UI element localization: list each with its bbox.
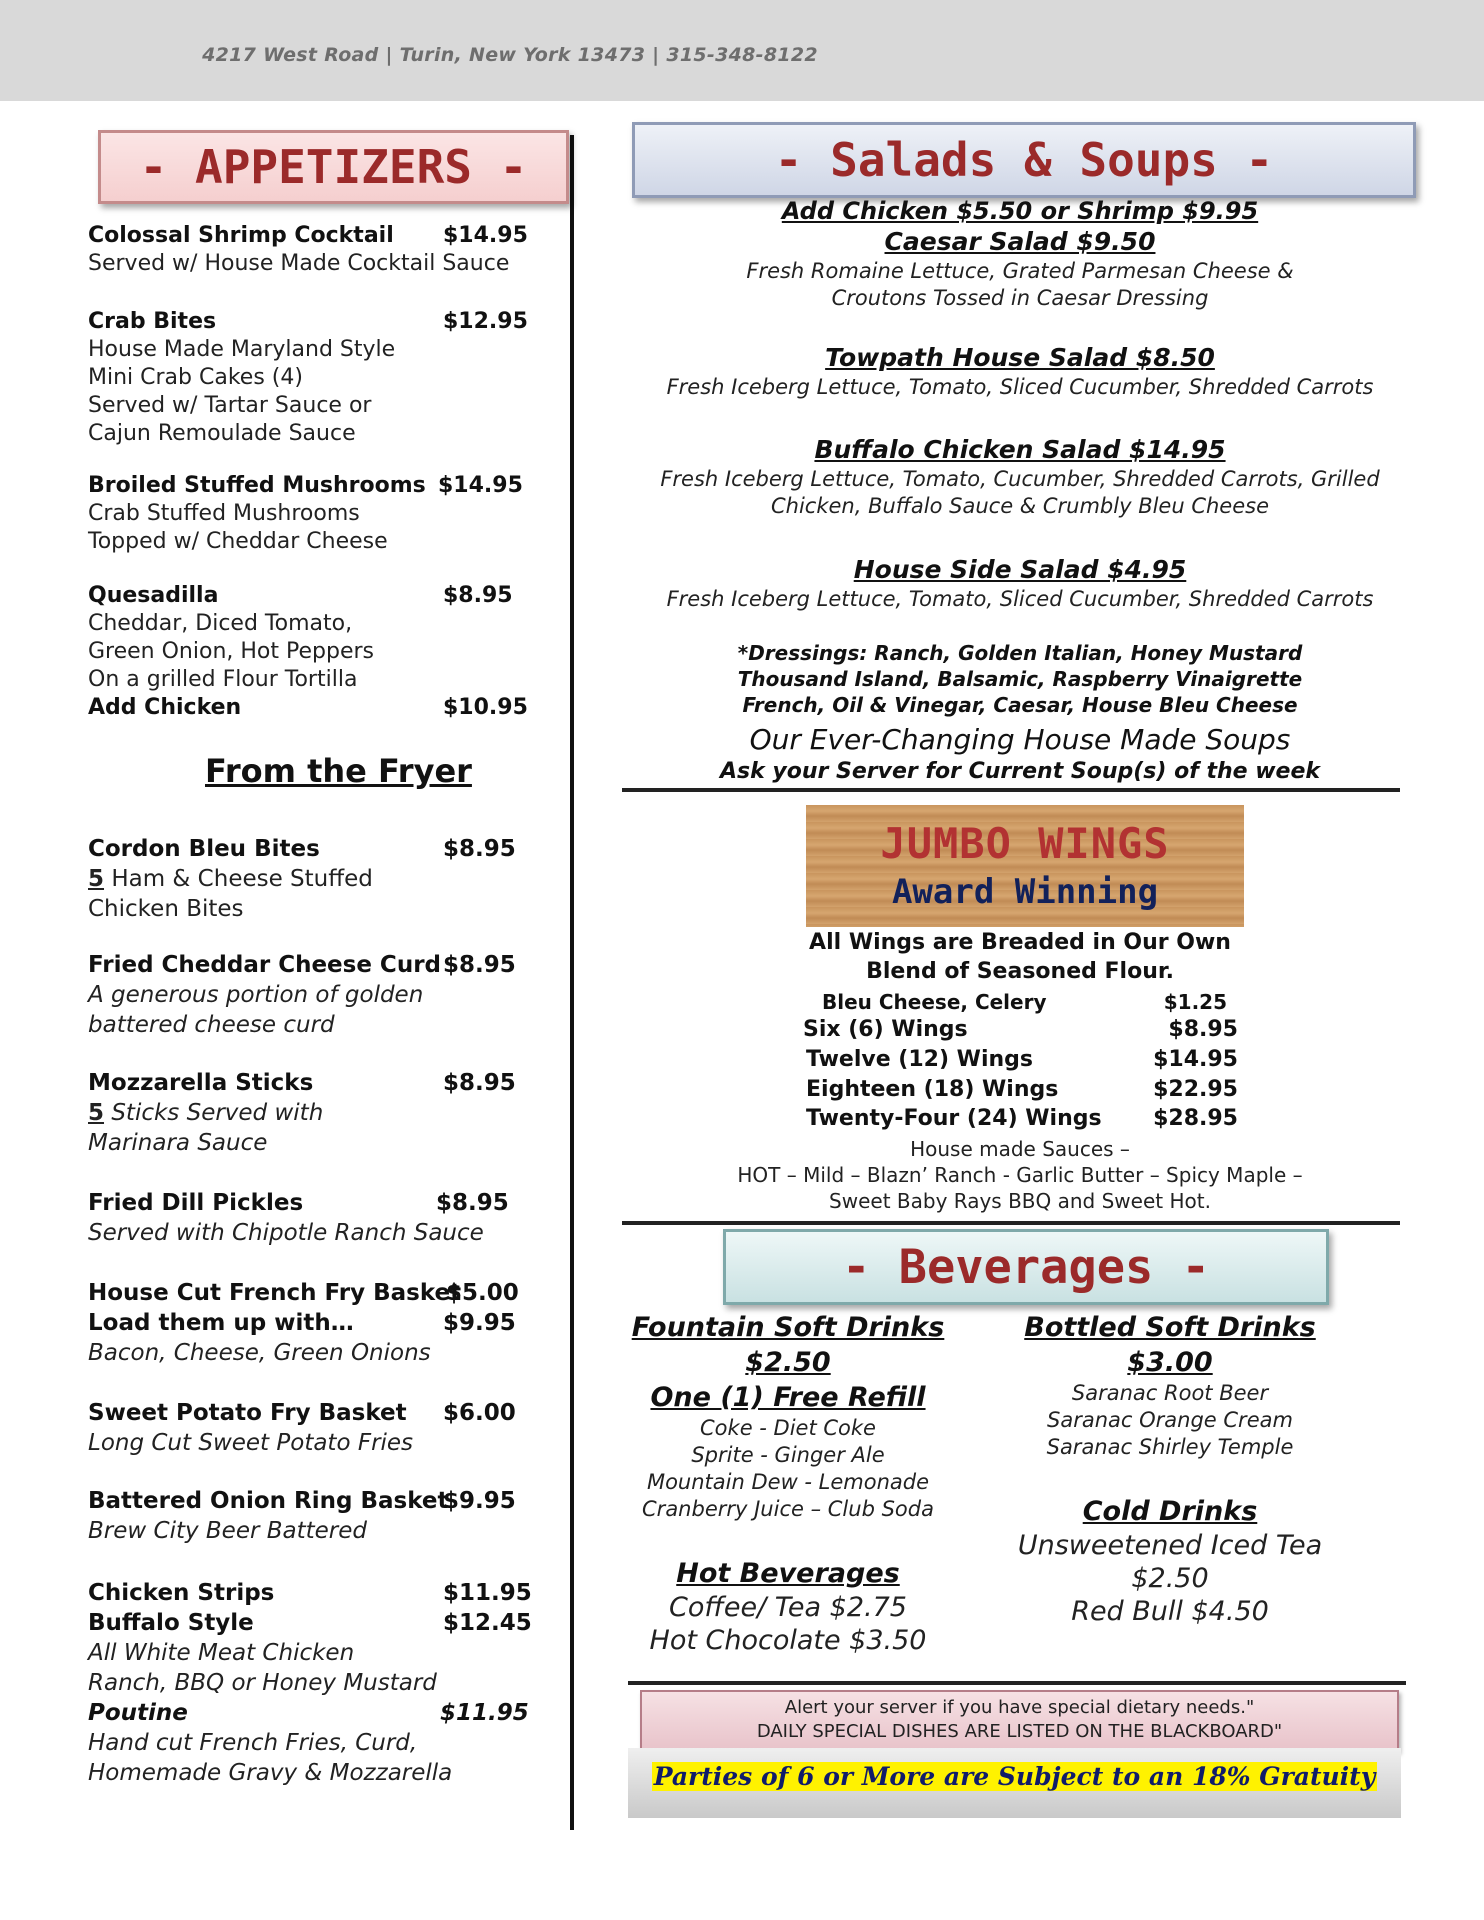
alert-line: Alert your server if you have special dietary needs." <box>784 1697 1255 1718</box>
salad-desc: Fresh Iceberg Lettuce, Tomato, Sliced Cucumber, Shredded Carrots <box>666 587 1374 611</box>
item-price: $8.95 <box>443 952 516 978</box>
menu-item <box>88 1068 528 1158</box>
item-desc: Chicken Bites <box>88 896 244 922</box>
menu-item <box>88 1398 528 1458</box>
item-desc: Bacon, Cheese, Green Onions <box>88 1340 431 1366</box>
salad-name: House Side Salad $4.95 <box>853 555 1187 584</box>
dressings-line: *Dressings: Ranch, Golden Italian, Honey Mustard <box>737 641 1303 665</box>
item-desc: Served w/ House Made Cocktail Sauce <box>88 251 510 276</box>
menu-item <box>88 1486 528 1546</box>
item-name: Broiled Stuffed Mushrooms <box>88 473 426 498</box>
wings-intro-line: All Wings are Breaded in Our Own <box>809 930 1231 955</box>
item-name: Quesadilla <box>88 583 219 608</box>
sauces-line: HOT – Mild – Blazn’ Ranch - Garlic Butter – Spicy Maple – <box>737 1163 1303 1187</box>
wings-label: Twenty-Four (24) Wings <box>806 1106 1102 1131</box>
item-desc: Topped w/ Cheddar Cheese <box>88 529 388 554</box>
cold-item: Red Bull $4.50 <box>1071 1596 1269 1627</box>
item-price: $6.00 <box>443 1400 516 1426</box>
cold-item: Unsweetened Iced Tea <box>1017 1530 1323 1561</box>
item-extra-price: $10.95 <box>443 695 528 720</box>
hot-beverages <box>618 1556 958 1657</box>
wings-row <box>822 990 1227 1014</box>
item-desc <box>88 864 528 894</box>
item-name: Fried Dill Pickles <box>88 1190 304 1216</box>
dressings <box>620 640 1420 718</box>
salads-banner: - Salads & Soups - <box>632 122 1416 198</box>
wings-price: $1.25 <box>1163 990 1227 1014</box>
bottled-item: Saranac Orange Cream <box>1047 1408 1293 1432</box>
wings-label: Bleu Cheese, Celery <box>822 990 1047 1014</box>
item-name: Poutine <box>88 1700 188 1726</box>
item-extra-name: Add Chicken <box>88 695 242 720</box>
hot-item: Coffee/ Tea $2.75 <box>669 1592 907 1623</box>
wings-label: Eighteen (18) Wings <box>806 1077 1059 1102</box>
fountain-item: Cranberry Juice – Club Soda <box>642 1497 934 1521</box>
item-desc: House Made Maryland Style <box>88 337 396 362</box>
item-desc: Green Onion, Hot Peppers <box>88 639 374 664</box>
gratuity-notice: Parties of 6 or More are Subject to an 18% Gratuity <box>653 1762 1376 1791</box>
menu-item <box>88 950 528 1040</box>
bottled-item: Saranac Root Beer <box>1071 1381 1269 1405</box>
cold-title: Cold Drinks <box>1082 1496 1258 1527</box>
salad-name: Buffalo Chicken Salad $14.95 <box>814 435 1226 464</box>
salad-desc: Croutons Tossed in Caesar Dressing <box>831 286 1209 310</box>
salad-desc: Chicken, Buffalo Sauce & Crumbly Bleu Cheese <box>770 494 1270 518</box>
fountain-item: Sprite - Ginger Ale <box>691 1443 885 1467</box>
salad-desc: Fresh Romaine Lettuce, Grated Parmesan Cheese & <box>746 259 1294 283</box>
beverages-banner: - Beverages - <box>723 1229 1329 1305</box>
bottled-title: Bottled Soft Drinks <box>1024 1312 1316 1343</box>
item-price: $11.95 <box>443 1580 532 1606</box>
section-divider <box>628 1681 1406 1685</box>
item-desc: Long Cut Sweet Potato Fries <box>88 1430 414 1456</box>
restaurant-address: 4217 West Road | Turin, New York 13473 | 315-348-8122 <box>202 44 818 66</box>
wings-price: $22.95 <box>1153 1077 1238 1102</box>
menu-item <box>88 1578 532 1788</box>
sauces-line: House made Sauces – <box>910 1137 1130 1161</box>
cold-item: $2.50 <box>1131 1563 1209 1594</box>
gratuity-box <box>628 1748 1401 1818</box>
item-count: 5 <box>88 1100 105 1126</box>
item-desc: Brew City Beer Battered <box>88 1518 368 1544</box>
item-desc: Served w/ Tartar Sauce or <box>88 393 372 418</box>
item-desc <box>88 1098 528 1128</box>
fountain-item: Mountain Dew - Lemonade <box>646 1470 930 1494</box>
wings-row <box>806 1077 1238 1102</box>
item-price: $14.95 <box>438 473 523 498</box>
item-desc: On a grilled Flour Tortilla <box>88 667 358 692</box>
fountain-title: Fountain Soft Drinks <box>631 1312 945 1343</box>
soups <box>620 722 1420 786</box>
menu-item <box>88 1278 528 1368</box>
salad-item <box>620 342 1420 401</box>
item-name: Mozzarella Sticks <box>88 1070 314 1096</box>
salad-desc: Fresh Iceberg Lettuce, Tomato, Sliced Cucumber, Shredded Carrots <box>666 375 1374 399</box>
menu-item <box>88 308 528 448</box>
section-divider <box>622 788 1400 792</box>
item-desc: Cajun Remoulade Sauce <box>88 421 356 446</box>
item-extra-price: $12.45 <box>443 1610 532 1636</box>
fountain-drinks <box>618 1310 958 1523</box>
wings-row <box>803 1017 1238 1042</box>
item-desc: Homemade Gravy & Mozzarella <box>88 1760 453 1786</box>
item-name: Cordon Bleu Bites <box>88 836 320 862</box>
wings-label: Twelve (12) Wings <box>806 1047 1033 1072</box>
cold-drinks <box>1000 1494 1340 1628</box>
menu-item <box>88 1188 528 1248</box>
item-desc: Cheddar, Diced Tomato, <box>88 611 353 636</box>
item-price: $14.95 <box>443 223 528 248</box>
item-desc: Hand cut French Fries, Curd, <box>88 1730 418 1756</box>
salads-list <box>620 196 1420 312</box>
item-name: Fried Cheddar Cheese Curd <box>88 952 441 978</box>
bottled-item: Saranac Shirley Temple <box>1046 1435 1294 1459</box>
item-price: $8.95 <box>443 583 513 608</box>
soup-note: Ask your Server for Current Soup(s) of the week <box>719 759 1320 784</box>
alert-line: DAILY SPECIAL DISHES ARE LISTED ON THE BLACKBOARD" <box>756 1721 1283 1742</box>
item-name: Crab Bites <box>88 309 217 334</box>
soup-title: Our Ever-Changing House Made Soups <box>749 723 1291 756</box>
wings-intro-line: Blend of Seasoned Flour. <box>866 959 1174 984</box>
wings-row <box>806 1106 1238 1131</box>
item-count: 5 <box>88 866 105 892</box>
item-price: $8.95 <box>436 1190 509 1216</box>
wings-row <box>806 1047 1238 1072</box>
item-extra-name: Buffalo Style <box>88 1610 254 1636</box>
dietary-alert <box>640 1690 1399 1752</box>
salad-desc: Fresh Iceberg Lettuce, Tomato, Cucumber, Shredded Carrots, Grilled <box>660 467 1380 491</box>
wings-label: Six (6) Wings <box>803 1017 968 1042</box>
salad-name: Towpath House Salad $8.50 <box>825 343 1215 372</box>
item-price: $12.95 <box>443 309 528 334</box>
item-extra-name: Load them up with… <box>88 1310 354 1336</box>
appetizers-banner: - APPETIZERS - <box>98 130 569 204</box>
item-extra-price: $9.95 <box>443 1310 516 1336</box>
fountain-price: $2.50 <box>745 1347 831 1378</box>
item-name: Battered Onion Ring Basket <box>88 1488 449 1514</box>
item-desc: Served with Chipotle Ranch Sauce <box>88 1220 484 1246</box>
item-desc-text: Sticks Served with <box>104 1100 324 1126</box>
item-desc: Mini Crab Cakes (4) <box>88 365 303 390</box>
menu-item <box>88 222 528 278</box>
item-desc: All White Meat Chicken <box>88 1640 355 1666</box>
fountain-item: Coke - Diet Coke <box>700 1416 876 1440</box>
item-name: Colossal Shrimp Cocktail <box>88 223 394 248</box>
item-name: Chicken Strips <box>88 1580 275 1606</box>
item-price: $8.95 <box>443 1070 516 1096</box>
item-desc: battered cheese curd <box>88 1012 335 1038</box>
wings-title: JUMBO WINGS <box>880 819 1170 868</box>
item-price: $11.95 <box>440 1700 529 1726</box>
menu-item <box>88 472 528 556</box>
sauces-line: Sweet Baby Rays BBQ and Sweet Hot. <box>829 1189 1211 1213</box>
salad-name: Caesar Salad $9.50 <box>884 227 1156 256</box>
item-price: $5.00 <box>446 1280 519 1306</box>
item-desc: Ranch, BBQ or Honey Mustard <box>88 1670 437 1696</box>
wings-price: $28.95 <box>1153 1106 1238 1131</box>
hot-title: Hot Beverages <box>676 1558 900 1589</box>
bottled-price: $3.00 <box>1127 1347 1213 1378</box>
bottled-drinks <box>1000 1310 1340 1461</box>
wings-price: $14.95 <box>1153 1047 1238 1072</box>
item-desc: Crab Stuffed Mushrooms <box>88 501 360 526</box>
fountain-refill: One (1) Free Refill <box>650 1382 926 1413</box>
salad-item <box>620 554 1420 613</box>
item-name: Sweet Potato Fry Basket <box>88 1400 407 1426</box>
salad-addon: Add Chicken $5.50 or Shrimp $9.95 <box>781 197 1259 225</box>
item-price: $9.95 <box>443 1488 516 1514</box>
fryer-title: From the Fryer <box>205 752 472 790</box>
wings-subtitle: Award Winning <box>891 872 1159 912</box>
menu-item <box>88 582 528 722</box>
wings-intro <box>620 928 1420 986</box>
dressings-line: Thousand Island, Balsamic, Raspberry Vinaigrette <box>737 667 1303 691</box>
item-desc: A generous portion of golden <box>88 982 424 1008</box>
item-name: House Cut French Fry Basket <box>88 1280 462 1306</box>
item-desc-text: Ham & Cheese Stuffed <box>104 866 373 892</box>
wings-sauces <box>620 1136 1420 1214</box>
item-price: $8.95 <box>443 836 516 862</box>
section-divider <box>622 1221 1400 1225</box>
hot-item: Hot Chocolate $3.50 <box>649 1625 927 1656</box>
dressings-line: French, Oil & Vinegar, Caesar, House Bleu Cheese <box>742 693 1298 717</box>
wings-sign <box>806 805 1244 927</box>
item-desc: Marinara Sauce <box>88 1130 268 1156</box>
salad-item <box>620 434 1420 520</box>
menu-item <box>88 834 528 924</box>
column-divider <box>570 135 574 1830</box>
wings-price: $8.95 <box>1168 1017 1238 1042</box>
